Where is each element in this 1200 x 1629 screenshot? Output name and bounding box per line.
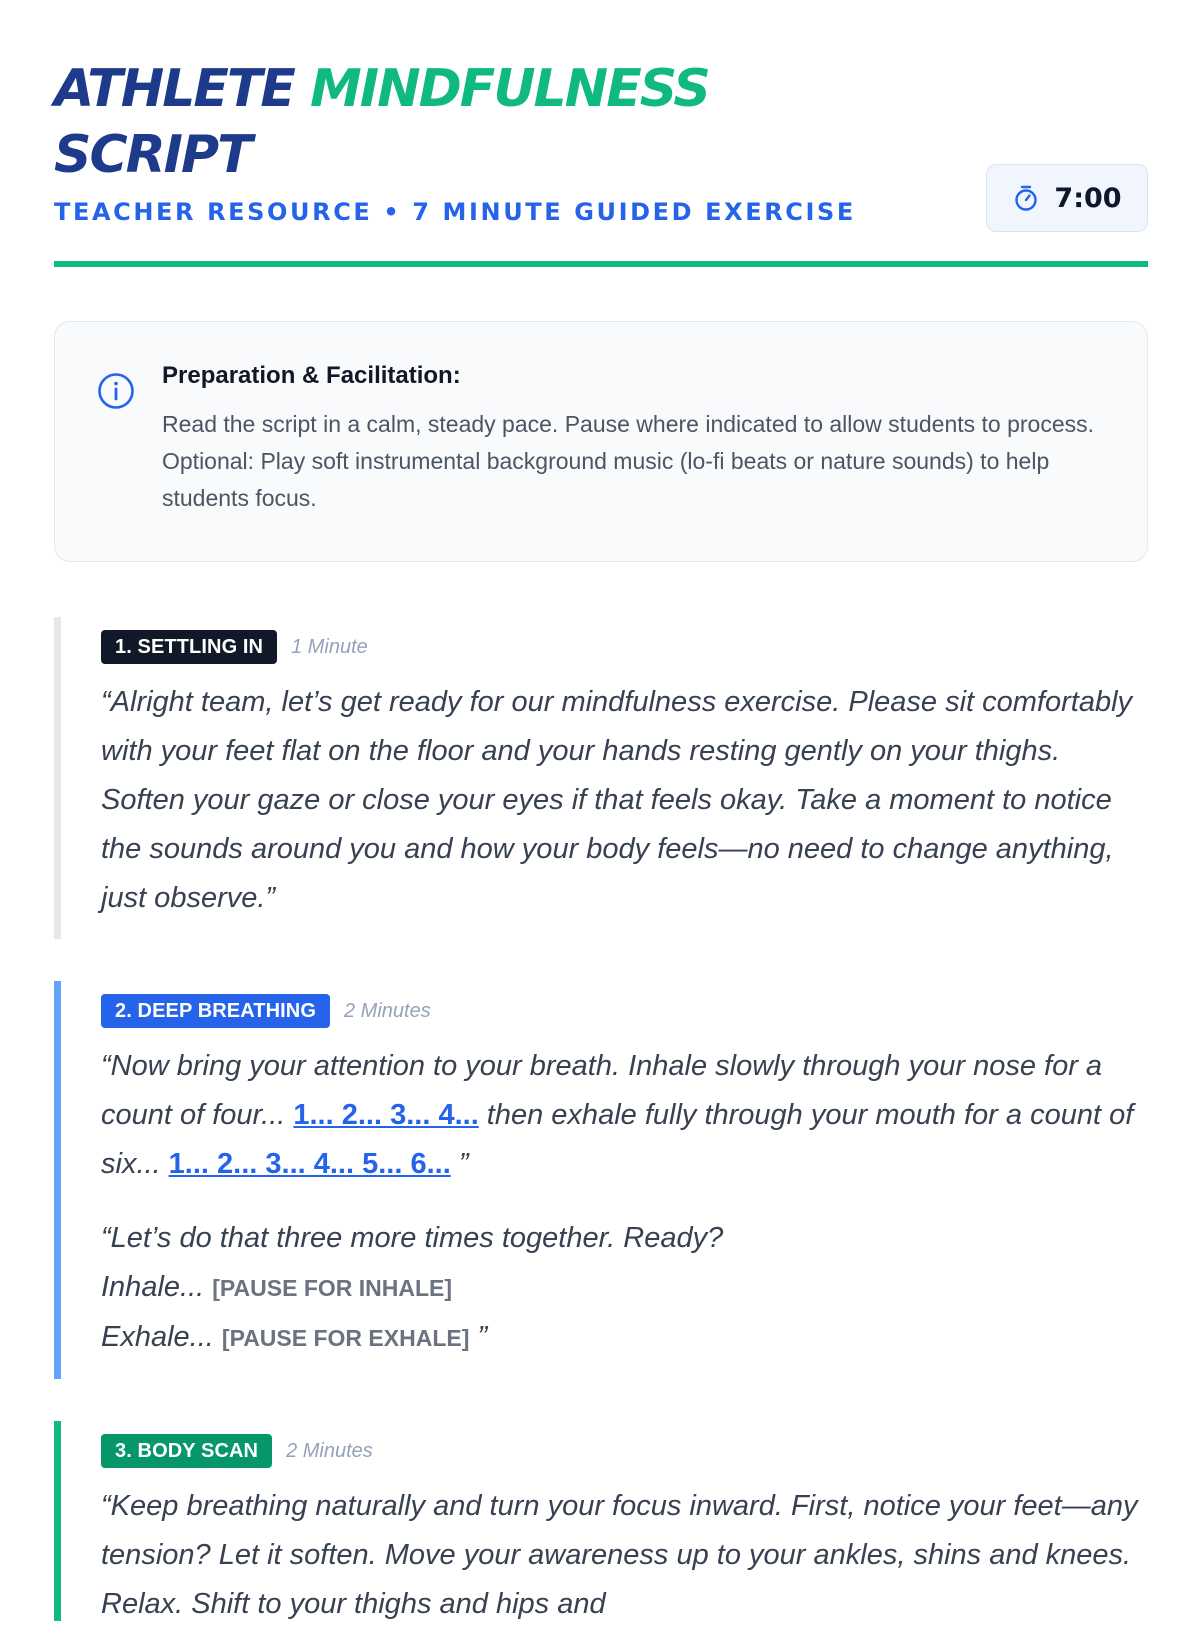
info-icon <box>97 372 135 410</box>
section-header <box>101 994 1148 1028</box>
section-badge: 1. SETTLING IN <box>101 630 277 664</box>
page-title <box>54 56 874 188</box>
title-word-script: SCRIPT <box>54 125 251 185</box>
page <box>54 0 1148 1620</box>
script-text: “Alright team, let’s get ready for our mindfulness exercise. Please sit comfortably with your feet flat on the floor and your hands resting gently on your thighs. Soften your gaze or close your eyes if that feels okay. Take a moment to notice the sounds around you and how your body feels—no need to change anything, just observe.” <box>101 686 1133 914</box>
section-badge: 3. BODY SCAN <box>101 1434 272 1468</box>
section-duration: 2 Minutes <box>286 1439 373 1462</box>
preparation-box <box>54 321 1148 562</box>
script-fragment: ” <box>450 1148 469 1180</box>
script-text <box>101 1042 1148 1189</box>
pause-cue-exhale: [PAUSE FOR EXHALE] <box>221 1325 470 1351</box>
exhale-count: 1... 2... 3... 4... 5... 6... <box>168 1148 451 1180</box>
exhale-line: Exhale... <box>101 1321 222 1353</box>
title-word-athlete: ATHLETE <box>54 59 294 119</box>
section-duration: 2 Minutes <box>344 999 431 1022</box>
inhale-line: Inhale... <box>101 1271 213 1303</box>
script-line: “Let’s do that three more times together. Ready? <box>101 1222 724 1254</box>
script-fragment: “Now bring your attention to your breath. Inhale slowly through your nose for a count of four... <box>101 1050 1103 1131</box>
script-text <box>101 1214 1148 1363</box>
inhale-count: 1... 2... 3... 4... <box>293 1099 479 1131</box>
pause-cue-inhale: [PAUSE FOR INHALE] <box>212 1275 453 1301</box>
timer-value: 7:00 <box>1054 182 1122 214</box>
script-fragment: then exhale fully through your mouth for a count of six... <box>101 1099 1134 1180</box>
stopwatch-icon <box>1012 184 1040 212</box>
title-word-mindfulness: MINDFULNESS <box>310 59 709 119</box>
section-header <box>101 1434 1148 1468</box>
timer-badge <box>986 164 1148 232</box>
header-divider <box>54 261 1148 267</box>
section-settling-in <box>54 617 1148 939</box>
section-deep-breathing <box>54 981 1148 1379</box>
section-duration: 1 Minute <box>291 635 368 658</box>
subtitle: TEACHER RESOURCE • 7 MINUTE GUIDED EXERCISE <box>54 198 856 226</box>
section-body-scan <box>54 1421 1148 1621</box>
script-text: “Keep breathing naturally and turn your focus inward. First, notice your feet—any tension? Let it soften. Move your awareness up to your ankles, shins and knees. Relax. Shift to your thighs and hips and <box>101 1490 1138 1620</box>
header <box>54 0 1148 268</box>
section-badge: 2. DEEP BREATHING <box>101 994 330 1028</box>
section-header <box>101 630 1148 664</box>
script-fragment: ” <box>469 1321 488 1353</box>
preparation-text: Read the script in a calm, steady pace. Pause where indicated to allow students to process. Optional: Play soft instrumental background music (lo-fi beats or nature sounds) to help students focus. <box>162 411 1095 511</box>
preparation-title: Preparation & Facilitation: <box>162 362 461 389</box>
